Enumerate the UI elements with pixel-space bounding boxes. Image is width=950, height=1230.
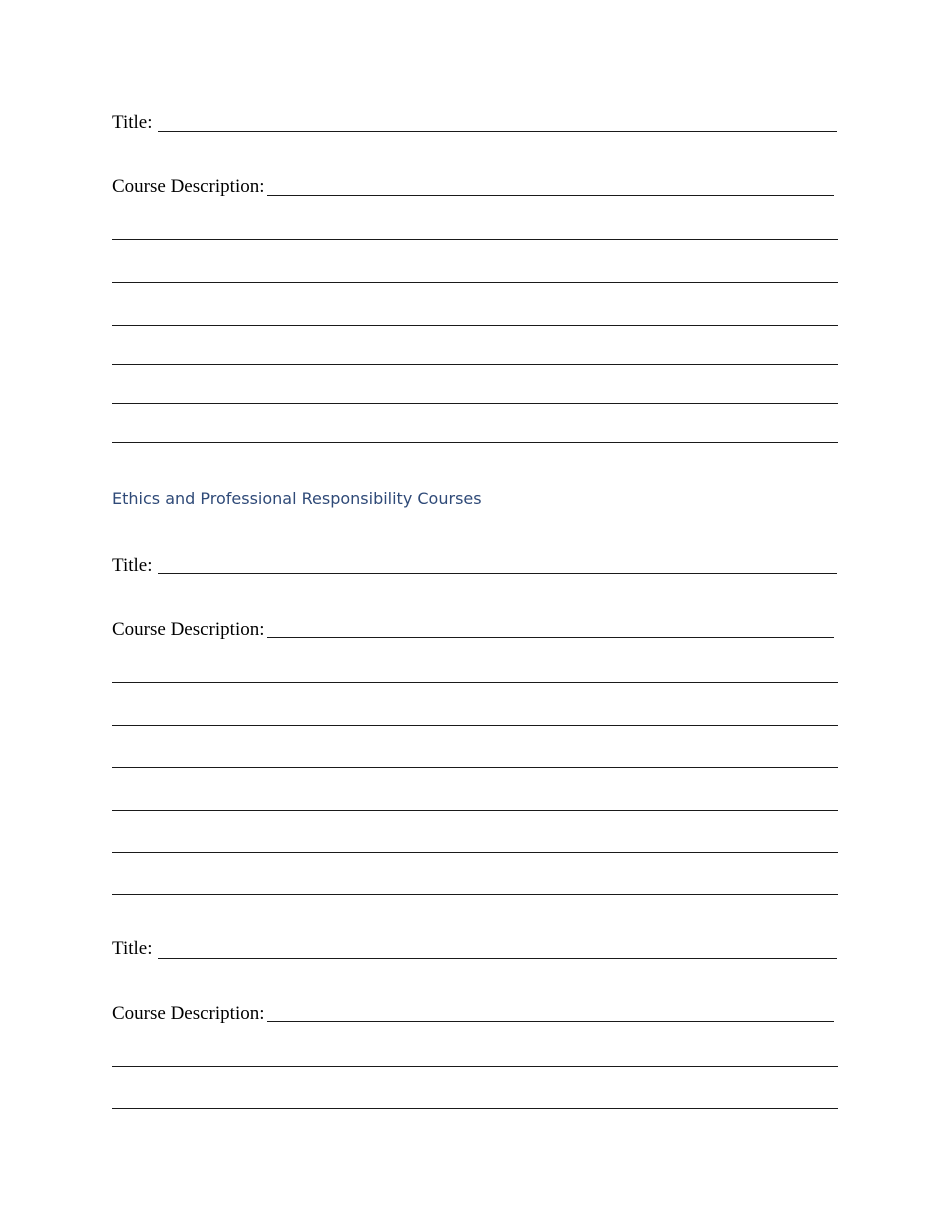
title-input-line[interactable] xyxy=(158,131,837,132)
description-line[interactable] xyxy=(112,852,838,853)
title-label: Title: xyxy=(112,112,153,133)
course-description-label: Course Description: xyxy=(112,619,265,640)
description-line[interactable] xyxy=(112,894,838,895)
course-description-input-line[interactable] xyxy=(267,195,834,196)
title-input-line[interactable] xyxy=(158,958,837,959)
description-line[interactable] xyxy=(112,403,838,404)
description-line[interactable] xyxy=(112,1066,838,1067)
description-line[interactable] xyxy=(112,239,838,240)
description-line[interactable] xyxy=(112,1108,838,1109)
course-description-label: Course Description: xyxy=(112,1003,265,1024)
description-line[interactable] xyxy=(112,442,838,443)
description-line[interactable] xyxy=(112,725,838,726)
title-input-line[interactable] xyxy=(158,573,837,574)
course-description-input-line[interactable] xyxy=(267,637,834,638)
description-line[interactable] xyxy=(112,325,838,326)
course-description-input-line[interactable] xyxy=(267,1021,834,1022)
section-heading: Ethics and Professional Responsibility Courses xyxy=(112,489,482,508)
description-line[interactable] xyxy=(112,282,838,283)
title-label: Title: xyxy=(112,938,153,959)
description-line[interactable] xyxy=(112,364,838,365)
title-label: Title: xyxy=(112,555,153,576)
description-line[interactable] xyxy=(112,767,838,768)
description-line[interactable] xyxy=(112,682,838,683)
description-line[interactable] xyxy=(112,810,838,811)
course-description-label: Course Description: xyxy=(112,176,265,197)
